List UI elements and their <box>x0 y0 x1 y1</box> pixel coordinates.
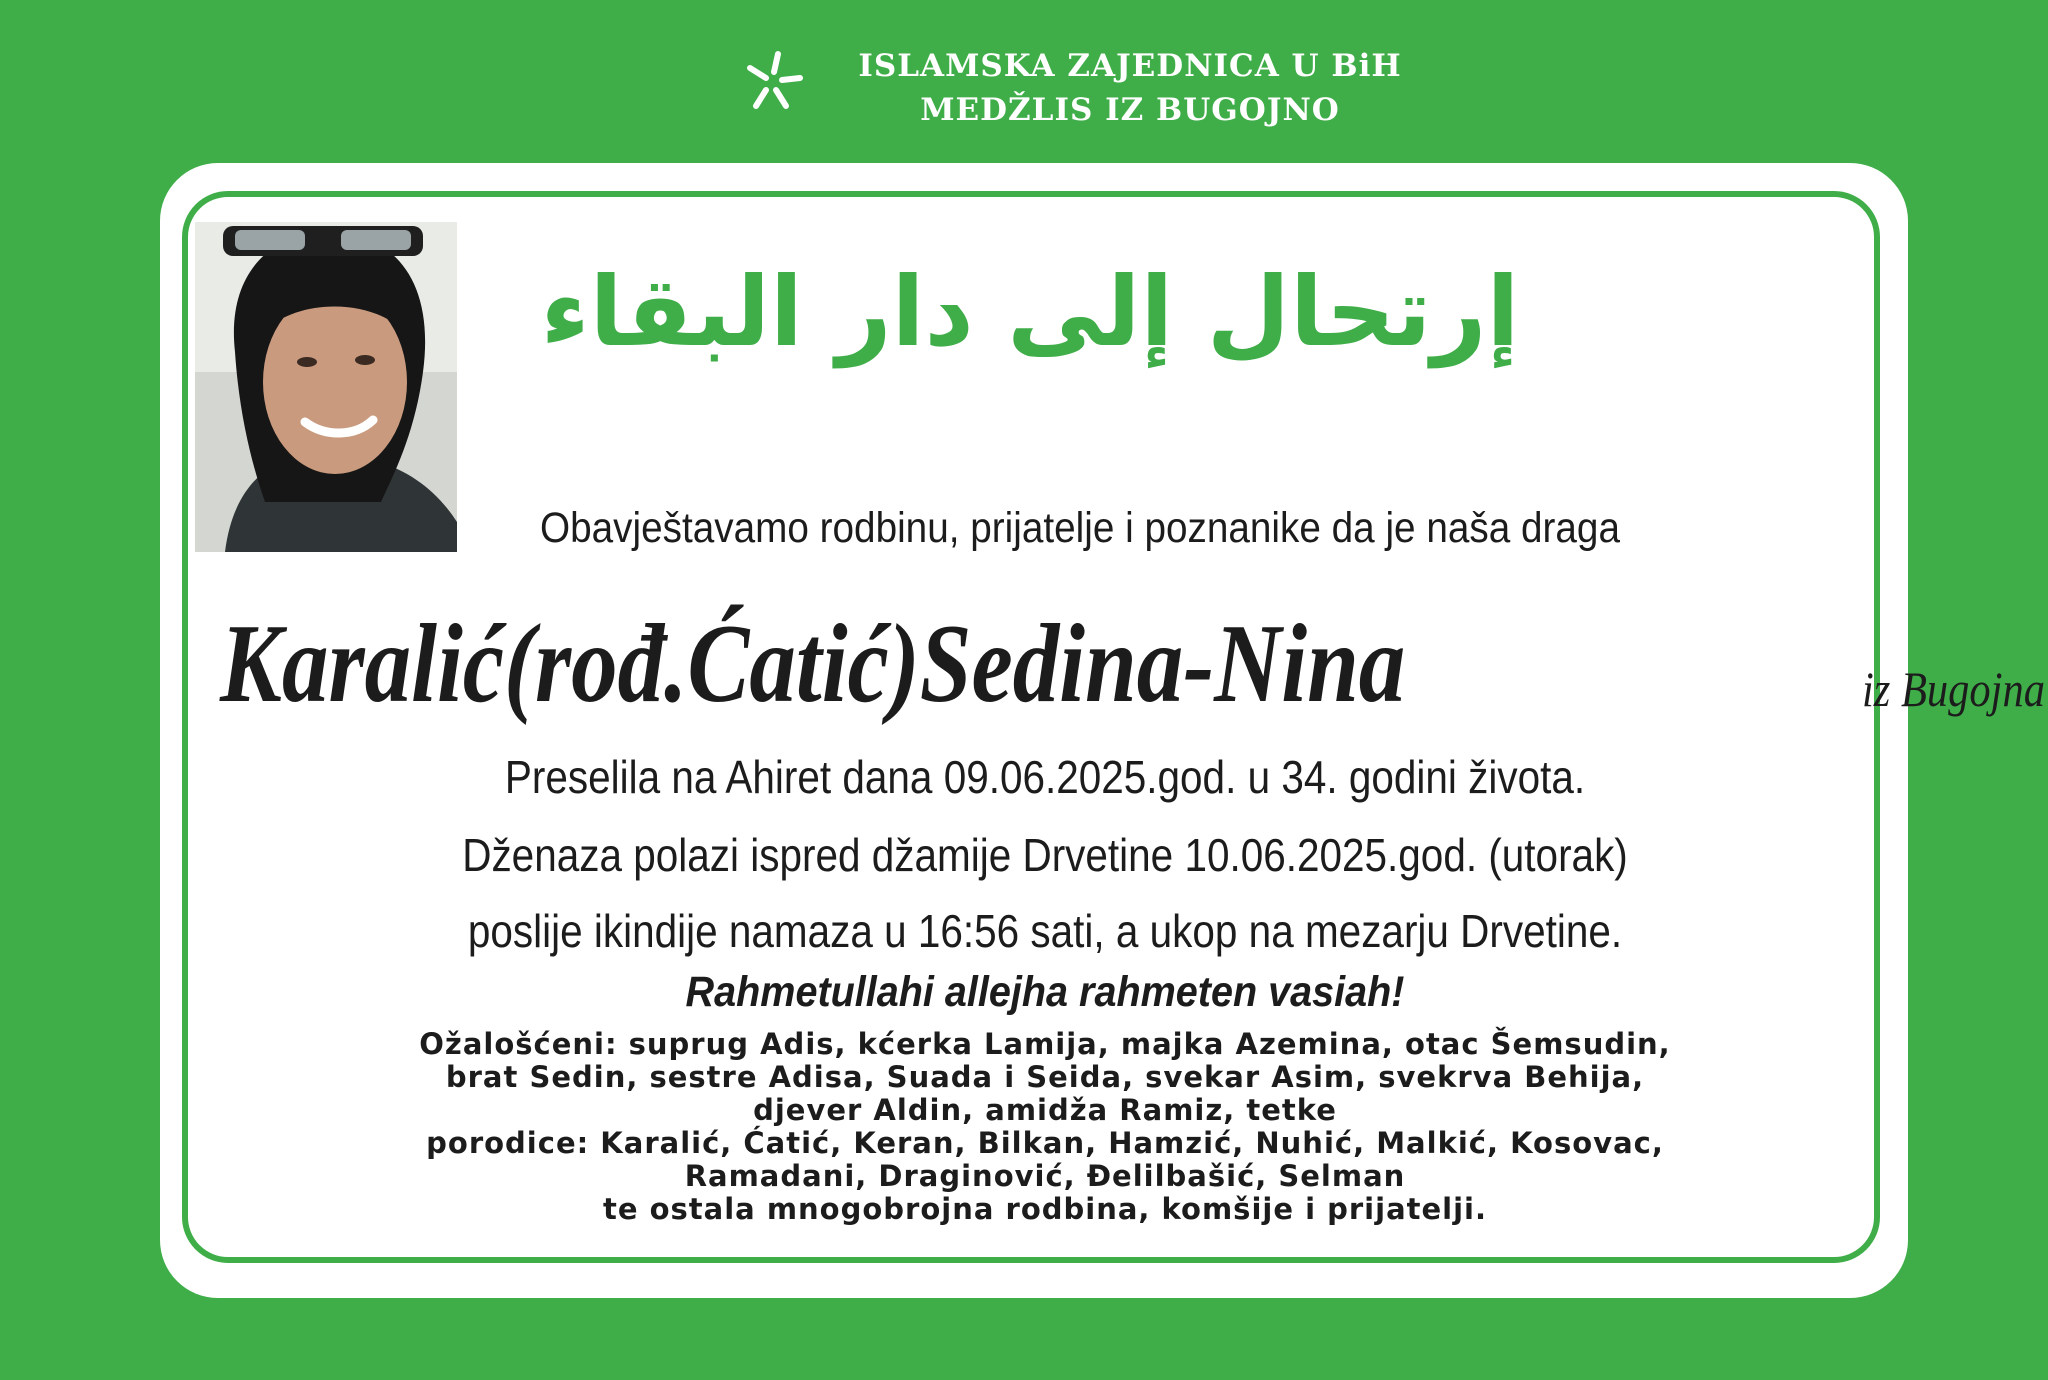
crescent-star-icon <box>670 22 820 140</box>
mourners-line: brat Sedin, sestre Adisa, Suada i Seida, svekar Asim, svekrva Behija, <box>445 1060 1645 1094</box>
calligraphy-text: إرتحال إلى دار البقاء <box>540 256 1520 368</box>
hometown: iz Bugojna <box>1862 661 2046 717</box>
burial-line: poslije ikindije namaza u 16:56 sati, a ukop na mezarju Drvetine. <box>467 905 1623 957</box>
prayer-line: Rahmetullahi allejha rahmeten vasiah! <box>685 968 1405 1016</box>
mourners-line: porodice: Karalić, Ćatić, Keran, Bilkan, Hamzić, Nuhić, Malkić, Kosovac, <box>426 1126 1664 1160</box>
mourners-list <box>200 1028 1890 1226</box>
mourners-line: Ožalošćeni: suprug Adis, kćerka Lamija, majka Azemina, otac Šemsudin, <box>419 1027 1671 1061</box>
intro-text: Obavještavamo rodbinu, prijatelje i poznanike da je naša draga <box>540 504 1620 552</box>
portrait-photo <box>195 222 457 552</box>
mourners-line: djever Aldin, amidža Ramiz, tetke <box>753 1093 1337 1127</box>
mourners-line: Ramadani, Draginović, Đelilbašić, Selman <box>684 1159 1406 1193</box>
org-line-2: MEDŽLIS IZ BUGOJNO <box>920 92 1340 128</box>
mourners-line: te ostala mnogobrojna rodbina, komšije i prijatelji. <box>602 1192 1488 1226</box>
funeral-line: Dženaza polazi ispred džamije Drvetine 10.06.2025.god. (utorak) <box>462 829 1628 881</box>
header <box>670 22 1430 140</box>
organization-name <box>820 44 1440 132</box>
deceased-name: Karalić(rođ.Ćatić)Sedina-Nina <box>220 602 1406 726</box>
arabic-calligraphy <box>540 205 1520 420</box>
deceased-name-row <box>220 600 2046 729</box>
org-line-1: ISLAMSKA ZAJEDNICA U BiH <box>858 48 1402 84</box>
death-date-line: Preselila na Ahiret dana 09.06.2025.god. u 34. godini života. <box>504 751 1586 803</box>
